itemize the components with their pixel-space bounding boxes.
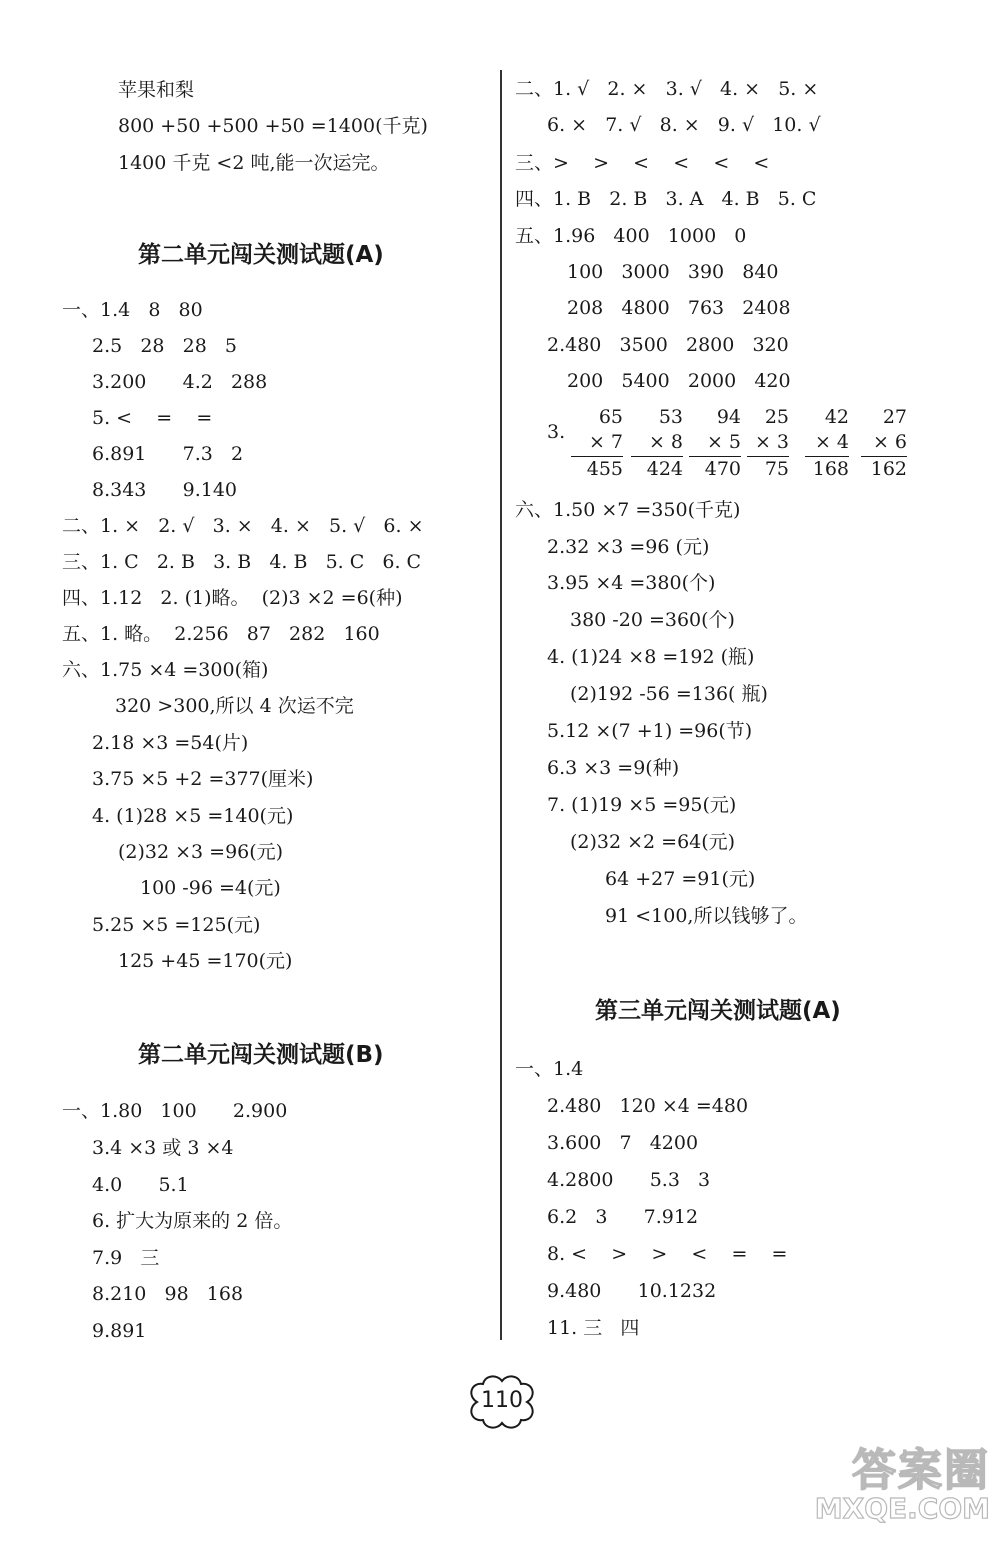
answer-line: 二、1. × 2. √ 3. × 4. × 5. √ 6. × <box>62 515 424 537</box>
answer-line: 4.0 5.1 <box>92 1174 189 1196</box>
answer-line: 5.25 ×5 =125(元) <box>92 914 261 936</box>
product: 162 <box>861 456 907 482</box>
answer-line: 8.343 9.140 <box>92 479 238 501</box>
answer-line: 9.480 10.1232 <box>547 1280 717 1302</box>
answer-line: 3.4 ×3 或 3 ×4 <box>92 1137 234 1159</box>
answer-line: 五、1.96 400 1000 0 <box>515 225 747 247</box>
answer-line: 6. × 7. √ 8. × 9. √ 10. √ <box>547 114 821 136</box>
answer-line: 一、1.4 8 80 <box>62 299 203 321</box>
answer-line: 100 3000 390 840 <box>567 261 779 283</box>
answer-line: 3.200 4.2 288 <box>92 371 268 393</box>
answer-line: 2.18 ×3 =54(片) <box>92 732 249 754</box>
answer-line: (2)32 ×3 =96(元) <box>118 841 284 863</box>
answer-line: 二、1. √ 2. × 3. √ 4. × 5. × <box>515 78 819 100</box>
answer-line: 一、1.80 100 2.900 <box>62 1100 288 1122</box>
page-number: 110 <box>481 1388 523 1413</box>
product: 455 <box>571 456 623 482</box>
answer-line: 320 >300,所以 4 次运不完 <box>115 695 354 717</box>
answer-line: 6.2 3 7.912 <box>547 1206 699 1228</box>
column-divider <box>500 70 502 1340</box>
answer-line: 四、1. B 2. B 3. A 4. B 5. C <box>515 188 817 210</box>
answer-line: 3.75 ×5 +2 =377(厘米) <box>92 768 314 790</box>
answer-line: 四、1.12 2. (1)略。 (2)3 ×2 =6(种) <box>62 587 403 609</box>
answer-line: 64 +27 =91(元) <box>605 868 756 890</box>
product: 168 <box>805 456 849 482</box>
answer-line: 1400 千克 <2 吨,能一次运完。 <box>118 152 390 174</box>
multiplicand: 94 <box>716 406 741 428</box>
vertical-multiplication <box>631 405 683 482</box>
answer-line: 91 <100,所以钱够了。 <box>605 905 808 927</box>
answer-line: 2.32 ×3 =96 (元) <box>547 536 710 558</box>
answer-line: 4. (1)24 ×8 =192 (瓶) <box>547 646 755 668</box>
answer-line: 100 -96 =4(元) <box>140 877 281 899</box>
answer-line: 125 +45 =170(元) <box>118 950 293 972</box>
answer-line: 5.12 ×(7 +1) =96(节) <box>547 720 753 742</box>
answer-line: 2.480 3500 2800 320 <box>547 334 789 356</box>
section-heading-unit2-b: 第二单元闯关测试题(B) <box>138 1042 384 1068</box>
product: 75 <box>747 456 789 482</box>
answer-line: 6.891 7.3 2 <box>92 443 244 465</box>
multiplier: × 8 <box>648 431 683 453</box>
vertical-multiplication <box>805 405 849 482</box>
answer-line: 800 +50 +500 +50 =1400(千克) <box>118 115 428 137</box>
answer-line: 200 5400 2000 420 <box>567 370 791 392</box>
answer-line: 380 -20 =360(个) <box>570 609 735 631</box>
vertical-multiplication <box>861 405 907 482</box>
answer-line: 2.480 120 ×4 =480 <box>547 1095 749 1117</box>
page-number-badge <box>463 1372 541 1432</box>
answer-line: 三、> > < < < < <box>515 152 770 174</box>
answer-line: 六、1.75 ×4 =300(箱) <box>62 659 269 681</box>
multiplicand: 65 <box>598 406 623 428</box>
answer-line: 苹果和梨 <box>118 79 195 101</box>
answer-line: 3. <box>547 421 566 443</box>
answer-line: (2)192 -56 =136( 瓶) <box>570 683 768 705</box>
multiplier: × 3 <box>754 431 789 453</box>
vertical-multiplication <box>689 405 741 482</box>
watermark <box>768 1432 996 1540</box>
answer-line: 6.3 ×3 =9(种) <box>547 757 680 779</box>
multiplier: × 5 <box>706 431 741 453</box>
multiplier: × 7 <box>588 431 623 453</box>
answer-line: 2.5 28 28 5 <box>92 335 238 357</box>
multiplicand: 27 <box>882 406 907 428</box>
multiplicand: 25 <box>764 406 789 428</box>
watermark-logo: 答案圈 <box>852 1445 990 1496</box>
answer-line: 9.891 <box>92 1320 147 1342</box>
answer-line: 208 4800 763 2408 <box>567 297 791 319</box>
watermark-site: MXQE.COM <box>814 1492 990 1525</box>
answer-line: 8.210 98 168 <box>92 1283 244 1305</box>
answer-line: 4.2800 5.3 3 <box>547 1169 711 1191</box>
answer-line: 5. < = = <box>92 407 213 429</box>
answer-line: 六、1.50 ×7 =350(千克) <box>515 499 741 521</box>
answer-line: 五、1. 略。 2.256 87 282 160 <box>62 623 380 645</box>
answer-line: 6. 扩大为原来的 2 倍。 <box>92 1210 293 1232</box>
answer-line: 4. (1)28 ×5 =140(元) <box>92 805 294 827</box>
multiplicand: 42 <box>824 406 849 428</box>
multiplier: × 6 <box>872 431 907 453</box>
product: 424 <box>631 456 683 482</box>
answer-line: 8. < > > < = = <box>547 1243 788 1265</box>
answer-line: (2)32 ×2 =64(元) <box>570 831 736 853</box>
answer-line: 3.600 7 4200 <box>547 1132 699 1154</box>
answer-line: 三、1. C 2. B 3. B 4. B 5. C 6. C <box>62 551 422 573</box>
answer-line: 11. 三 四 <box>547 1317 640 1339</box>
answer-line: 一、1.4 <box>515 1058 584 1080</box>
multiplicand: 53 <box>658 406 683 428</box>
vertical-multiplication <box>571 405 623 482</box>
multiplier: × 4 <box>814 431 849 453</box>
vertical-multiplication <box>747 405 789 482</box>
answer-line: 7. (1)19 ×5 =95(元) <box>547 794 737 816</box>
product: 470 <box>689 456 741 482</box>
section-heading-unit2-a: 第二单元闯关测试题(A) <box>138 242 384 268</box>
section-heading-unit3-a: 第三单元闯关测试题(A) <box>595 998 841 1024</box>
answer-line: 7.9 三 <box>92 1247 160 1269</box>
answer-line: 3.95 ×4 =380(个) <box>547 572 716 594</box>
